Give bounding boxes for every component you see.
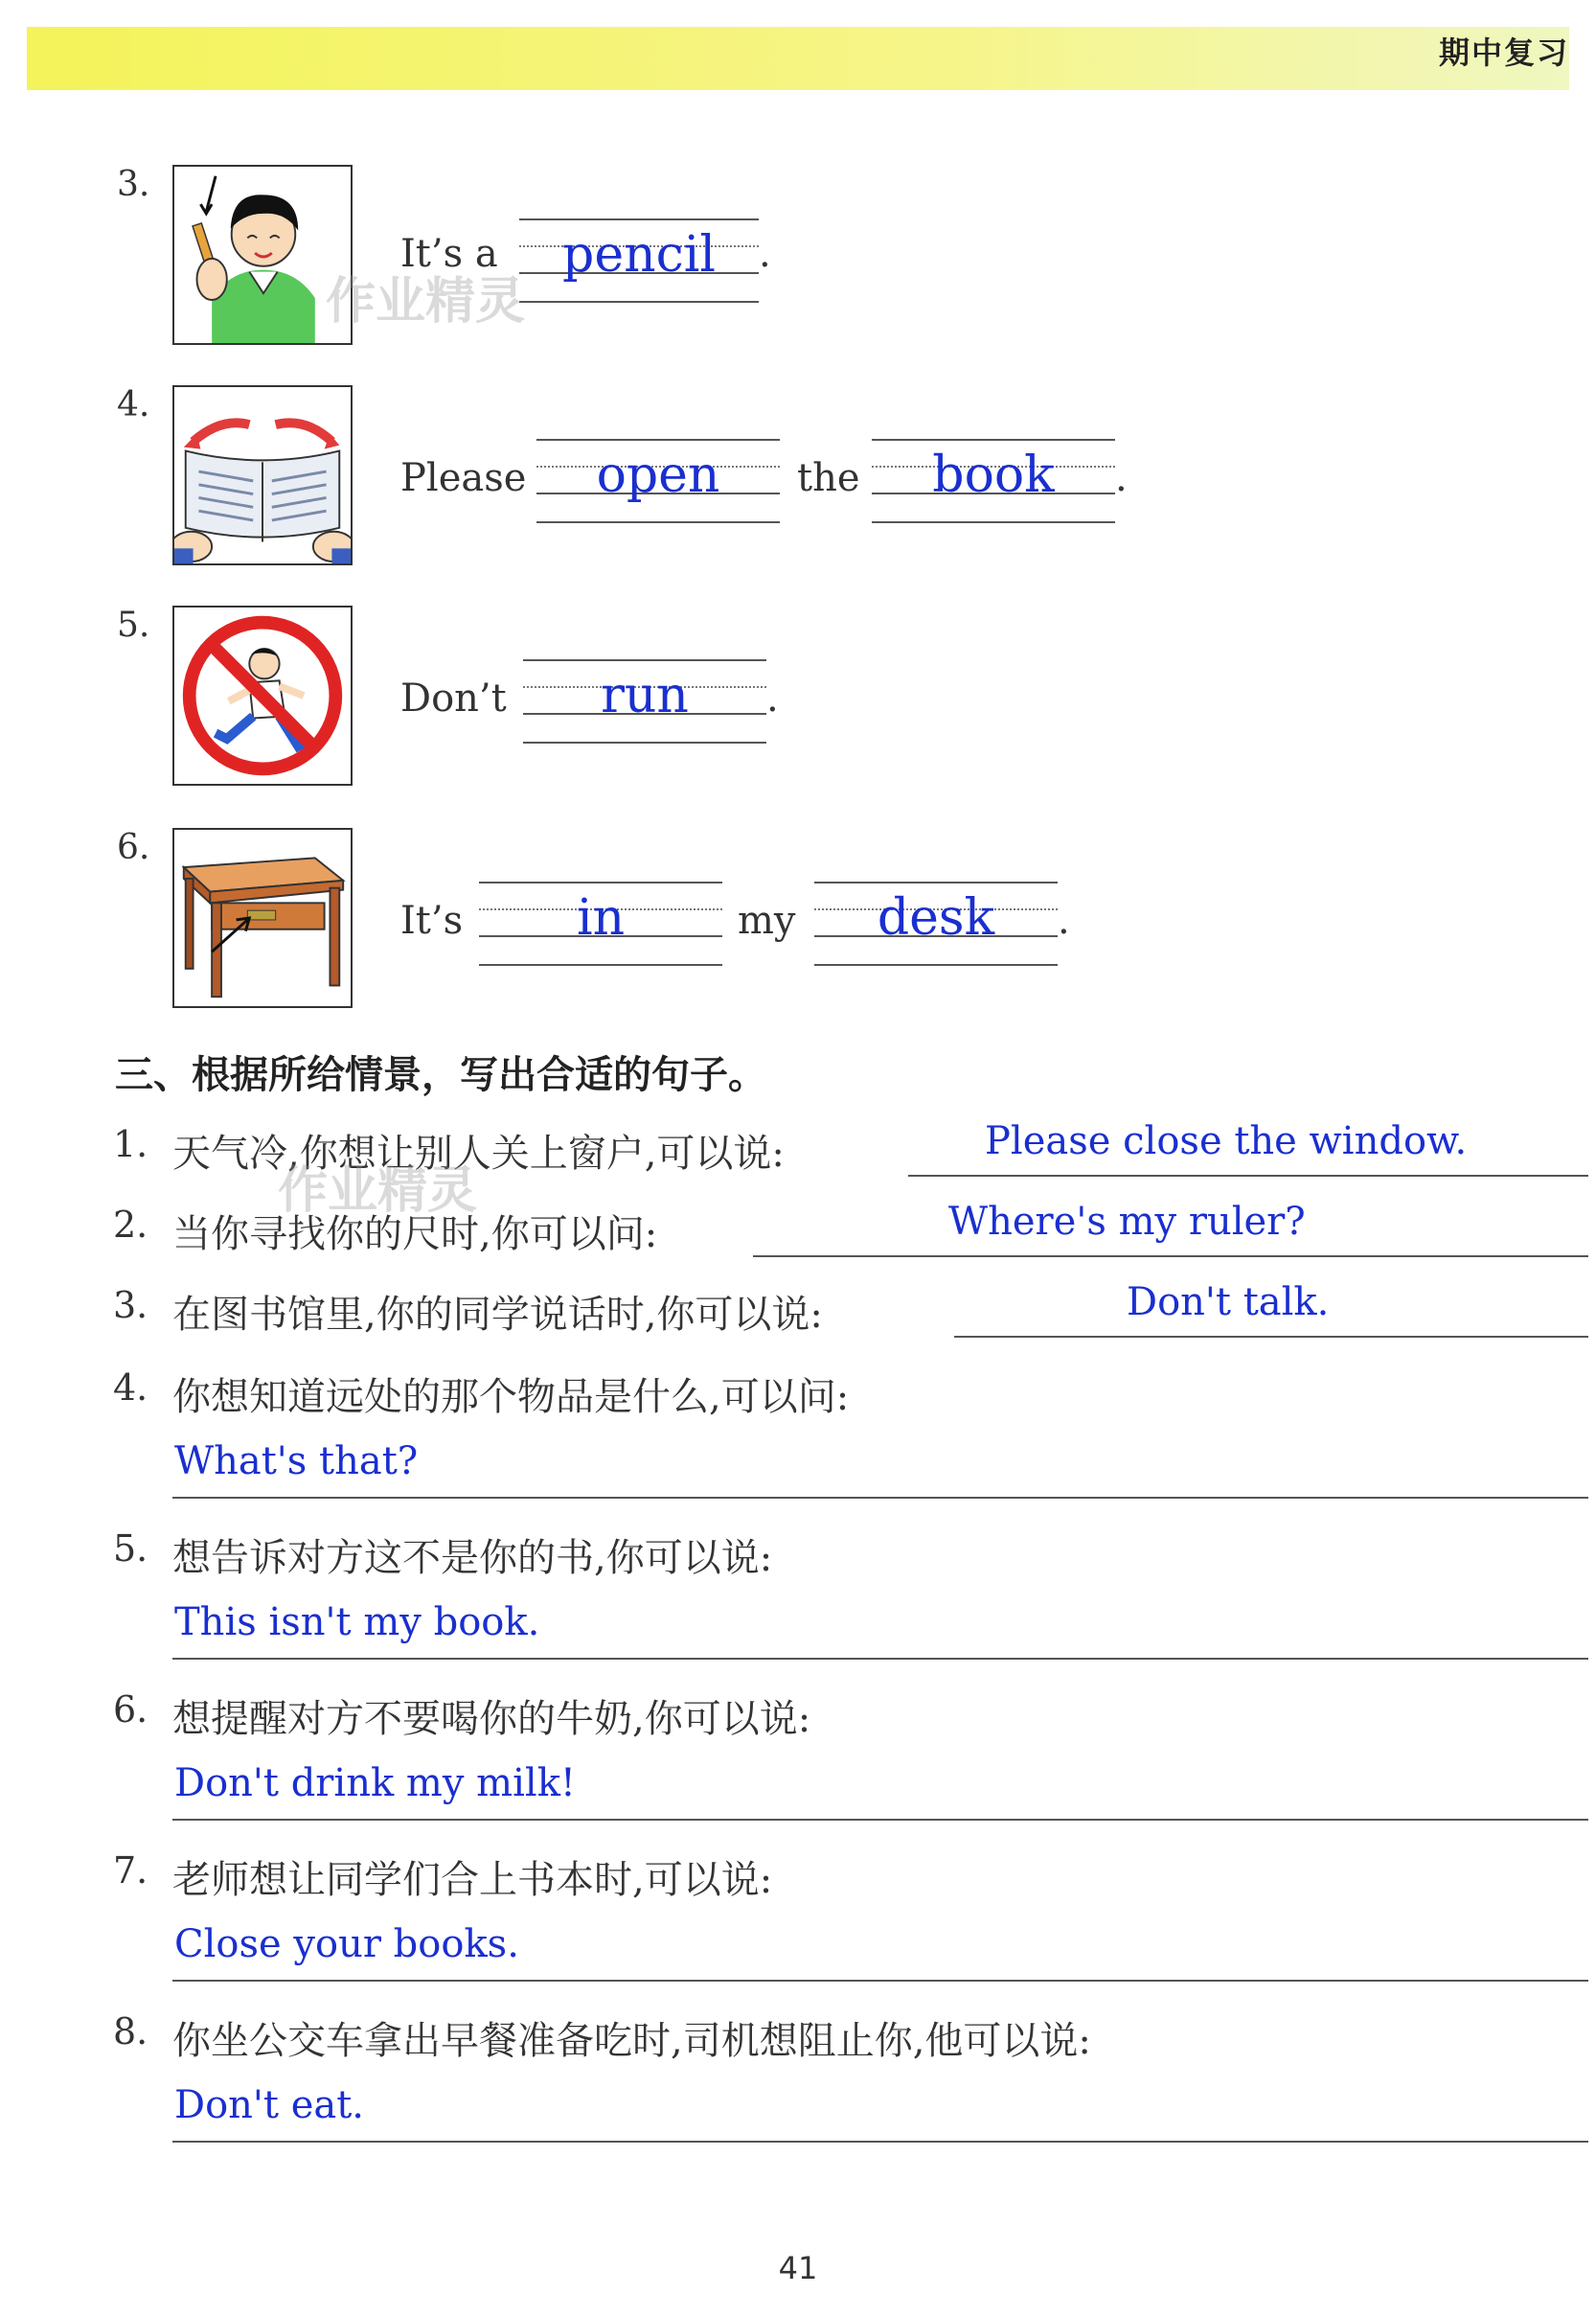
answer-blank[interactable] [872,439,1115,521]
watermark: 作业精灵 [326,273,526,331]
answer-text: This isn't my book. [174,1600,540,1644]
answer-blank[interactable] [519,218,759,301]
question-6 [113,1688,1473,1823]
answer-text: Where's my ruler? [948,1200,1306,1244]
question-text: 你坐公交车拿出早餐准备吃时,司机想阻止你,他可以说: [172,2019,1091,2063]
answer-line[interactable] [954,1336,1588,1338]
answer-blank[interactable] [536,439,780,521]
sentence-part: my [738,899,796,943]
answer-text: run [601,667,689,724]
section-title: 三、根据所给情景，写出合适的句子。 [115,1053,766,1097]
question-4 [113,1366,1473,1501]
sentence-part: the [797,456,860,500]
answer-text: Don't drink my milk! [174,1761,577,1805]
answer-blank[interactable] [479,882,722,964]
question-text: 想告诉对方这不是你的书,你可以说: [172,1536,773,1580]
sentence-part: Don’t [400,677,507,721]
question-number: 1. [113,1123,148,1165]
exercise-number: 4. [117,385,150,424]
answer-text: desk [877,889,995,947]
answer-text: What's that? [174,1439,419,1483]
answer-text: book [932,447,1055,504]
exercise-number: 5. [117,606,150,645]
exercise-number: 3. [117,165,150,204]
page-number: 41 [778,2250,818,2286]
question-text: 你想知道远处的那个物品是什么,可以问: [172,1375,850,1419]
answer-line[interactable] [753,1255,1588,1257]
question-number: 8. [113,2010,148,2053]
sentence-part: It’s [400,899,464,943]
sentence-part: It’s a [400,232,498,276]
question-text: 天气冷,你想让别人关上窗户,可以说: [172,1132,785,1176]
question-number: 5. [113,1527,148,1570]
question-text: 在图书馆里,你的同学说话时,你可以说: [172,1293,823,1337]
question-5 [113,1527,1473,1662]
answer-text: Don't talk. [1127,1280,1330,1324]
open-book-image [172,385,353,565]
question-text: 当你寻找你的尺时,你可以问: [172,1212,658,1256]
sentence-end: . [1115,456,1128,500]
question-number: 6. [113,1688,148,1731]
sentence-end: . [759,232,771,276]
answer-text: Don't eat. [174,2083,365,2127]
question-7 [113,1849,1473,1984]
answer-line[interactable] [172,2141,1588,2143]
question-8 [113,2010,1473,2145]
question-number: 7. [113,1849,148,1892]
answer-text: pencil [562,226,716,284]
sentence-end: . [1058,899,1070,943]
answer-line[interactable] [908,1175,1588,1177]
question-number: 2. [113,1204,148,1246]
answer-text: Please close the window. [985,1119,1468,1163]
exercise-number: 6. [117,828,150,867]
header-bar [27,27,1569,90]
question-3 [113,1280,1473,1342]
question-number: 3. [113,1284,148,1326]
answer-text: in [576,889,626,947]
sentence-end: . [766,677,779,721]
answer-text: Close your books. [174,1922,519,1966]
answer-line[interactable] [172,1658,1588,1660]
answer-line[interactable] [172,1497,1588,1499]
question-text: 老师想让同学们合上书本时,可以说: [172,1858,773,1902]
desk-image [172,828,353,1008]
watermark: 作业精灵 [278,1162,478,1220]
sentence-part: Please [400,456,527,500]
no-running-sign-image [172,606,353,786]
question-number: 4. [113,1366,148,1409]
answer-text: open [596,447,720,504]
answer-line[interactable] [172,1980,1588,1982]
answer-blank[interactable] [814,882,1058,964]
question-2 [113,1200,1473,1261]
answer-blank[interactable] [523,659,766,742]
header-title: 期中复习 [1438,34,1569,71]
answer-line[interactable] [172,1819,1588,1821]
question-text: 想提醒对方不要喝你的牛奶,你可以说: [172,1697,811,1741]
